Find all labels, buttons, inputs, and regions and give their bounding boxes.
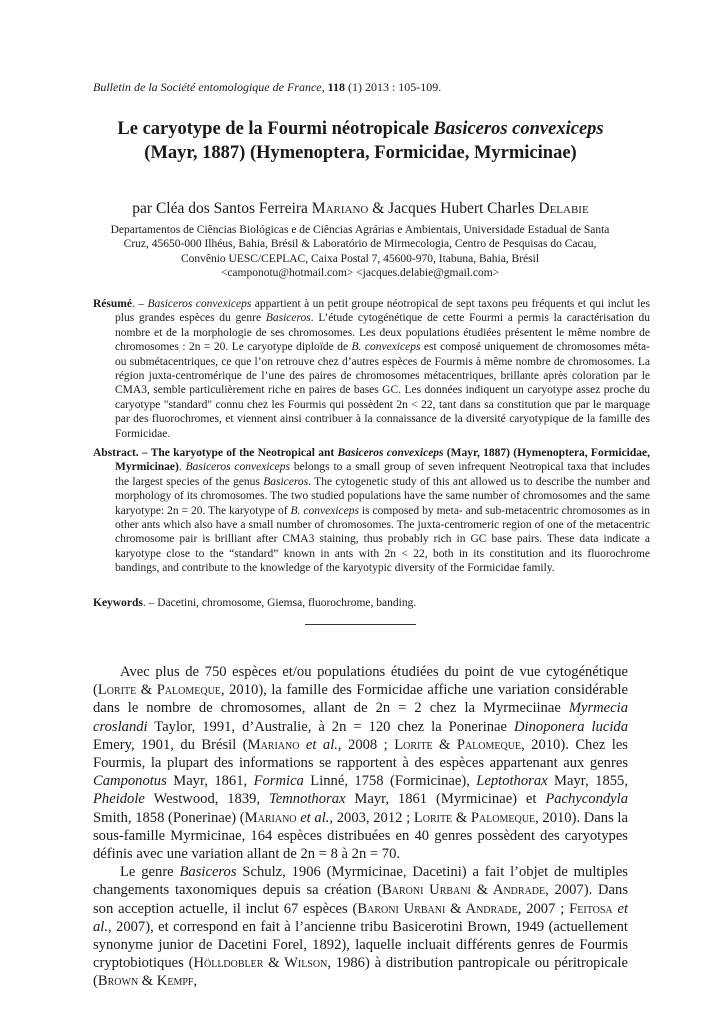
et-al: et al. — [296, 809, 330, 826]
title-species: Basiceros convexiceps — [433, 119, 604, 139]
text: Mayr, 1861 (Myrmicinae) et — [345, 791, 546, 808]
citation-author: Hölldobler & Wilson — [193, 955, 328, 972]
journal-header — [93, 80, 653, 95]
text: , 2003, 2012 ; — [329, 809, 414, 826]
title-line1: Le caryotype de la Fourmi néotropicale — [117, 119, 434, 139]
title-line2: (Mayr, 1887) (Hymenoptera, Formicidae, Myrmicinae) — [144, 143, 577, 163]
et-al: et al. — [93, 900, 629, 935]
abstract-paragraph — [93, 446, 650, 576]
citation-author: Lorite & Palomeque — [394, 736, 522, 753]
author1-first: Cléa dos Santos Ferreira — [155, 200, 312, 217]
citation-author: Mariano — [247, 736, 300, 753]
citation-author: Baroni Urbani & Andrade — [357, 900, 518, 917]
species-name: Myrmecia croslandi — [93, 700, 628, 735]
text: Westwood, 1839, — [144, 791, 269, 808]
journal-volume: 118 — [327, 80, 345, 94]
keywords-label: Keywords — [93, 597, 143, 609]
species-name: Basiceros convexiceps — [185, 461, 290, 474]
text: , 2008 ; — [337, 736, 395, 753]
text: Mayr, 1861, — [166, 773, 254, 790]
species-name: Basiceros convexiceps — [147, 298, 252, 310]
author2-first: Jacques Hubert Charles — [388, 200, 539, 217]
keywords-text: . – Dacetini, chromosome, Giemsa, fluorochrome, banding. — [142, 597, 417, 609]
affiliation — [80, 223, 640, 281]
genus-name: Temnothorax — [268, 791, 346, 808]
et-al: et al. — [299, 736, 338, 753]
text: Le genre — [120, 864, 180, 881]
citation-author: Lorite & Palomeque — [413, 809, 536, 826]
citation-author: Lorite & Palomeque — [97, 682, 221, 699]
species-name: B. convexiceps — [351, 341, 421, 354]
genus-name: Basiceros — [263, 475, 309, 488]
resume-text: . – — [131, 298, 148, 310]
affiliation-line: Cruz, 45650-000 Ilhéus, Bahia, Brésil & Laboratório de Mirmecologia, Centro de Pesquisas do Cacau, — [123, 238, 597, 251]
species-name: Basiceros convexiceps — [337, 447, 444, 459]
section-divider — [305, 624, 416, 625]
affiliation-emails: <camponotu@hotmail.com> <jacques.delabie@gmail.com> — [220, 267, 500, 280]
species-name: Dinoponera lucida — [514, 718, 628, 735]
text: , 2007), et correspond en fait à l’ancienne tribu Basicerotini Brown, 1949 (actuellement synonyme junior de Dacetini Forel, 1892), laquelle incluait différents genres de Fourmis cryptobiotiques ( — [93, 918, 628, 972]
genus-name: Pachycondyla — [545, 791, 628, 808]
abstract-label: Abstract — [93, 447, 136, 459]
resume-label: Résumé — [93, 298, 132, 310]
genus-name: Basiceros — [265, 312, 311, 325]
abstract-text: belongs to a small group of seven infrequent Neotropical taxa that includes the largest species of the genus — [115, 461, 650, 488]
authors-separator: & — [368, 200, 389, 217]
keywords-line — [93, 596, 628, 610]
resume-paragraph — [93, 297, 650, 441]
text: Linné, 1758 (Formicinae), — [303, 773, 477, 790]
text: Schulz, 1906 (Myrmicinae, Dacetini) a fait l’objet de multiples changements taxonomiques depuis sa création ( — [93, 864, 628, 899]
resume-text: appartient à un petit groupe néotropical de sept taxons peu fréquents et qui inclut les plus grandes espèces du genre — [115, 298, 651, 325]
text: , 2007 ; — [517, 900, 570, 917]
text: , 2010), la famille des Formicidae affiche une variation considérable dans le nombre de chromosomes, allant de 2n = 2 chez la Myrmeciinae — [93, 682, 628, 717]
authors-prefix: par — [132, 200, 156, 217]
abstract-text: is composed by meta- and sub-metacentric chromosomes as in other ants which also have a small number of chromosomes. The juxta-centromeric region of one of the metacentric chromosome pair is brilliant after CMA3 staining, thus probably rich in GC base pairs. These data indicate a karyotype close to the “standard” known in ants with 2n < 22, both in its constitution and its fluorochrome bandings, and contribute to the knowledge of the karyotypic diversity of the Formicidae family. — [115, 504, 651, 575]
genus-name: Camponotus — [93, 773, 167, 790]
text: Mayr, 1855, — [547, 773, 628, 790]
article-title — [60, 117, 661, 165]
affiliation-line: Departamentos de Ciências Biológicas e de Ciências Agrárias e Ambientais, Universidade Estadual de Santa — [110, 224, 610, 236]
citation-author: Feitosa — [569, 900, 613, 917]
genus-name: Formica — [253, 773, 304, 790]
journal-issue-pages: (1) 2013 : 105-109. — [347, 80, 442, 94]
species-name: B. convexiceps — [290, 504, 359, 517]
text: , 2010). Chez les Fourmis, la plupart des informations se rapportent à des espèces appartenant aux genres — [93, 736, 628, 772]
text: , — [193, 973, 198, 990]
resume-text: . L’étude cytogénétique de cette Fourmi a permis la caractérisation du nombre et de la morphologie de ses chromosomes. Les deux populations étudiées présentent le même nombre de chromosomes : 2n = 20. Le caryotype diploïde de — [115, 312, 651, 354]
abstract-text: . — [178, 461, 186, 474]
text: Avec plus de 750 espèces et/ou populations étudiées du point de vue cytogénétique ( — [93, 664, 628, 699]
resume-text: est composé uniquement de chromosomes méta- ou submétacentriques, ce que l’on retrouve chez d’autres espèces de Fourmis à même nombre de chromosomes. La région juxta-centromérique de l’une des paires de chromosomes métacentriques, brillante après coloration par le CMA3, semble particulièrement riche en paires de bases GC. Les données indiquent un caryotype assez proche du caryotype "standard" connu chez les Fourmis qui possèdent 2n < 22, tant dans sa constitution que par le marquage par des fluorochromes, et viennent ainsi contribuer à la connaissance de la diversité caryotypique de la famille des Formicidae. — [115, 341, 650, 440]
abstract-text: . The cytogenetic study of this ant allowed us to describe the number and morphology of its chromosomes. The two studied populations have the same number of chromosomes and the same karyotype: 2n = 20. The karyotype of — [115, 475, 650, 517]
text: Taylor, 1991, d’Australie, à 2n = 120 chez la Ponerinae — [147, 718, 514, 735]
text: , 1986) à distribution pantropicale ou péritropicale ( — [93, 955, 628, 990]
body-paragraph — [93, 663, 628, 863]
genus-name: Leptothorax — [476, 773, 548, 790]
body-paragraph — [93, 863, 628, 990]
abstract-title-text: . – The karyotype of the Neotropical ant — [135, 447, 338, 459]
citation-author: Mariano — [244, 809, 297, 826]
author1-last: Mariano — [311, 200, 369, 217]
text: Emery, 1901, du Brésil ( — [93, 736, 248, 753]
text: , 2007). Dans son acception actuelle, il inclut 67 espèces ( — [93, 882, 628, 917]
author-line — [60, 199, 661, 218]
citation-author: Brown & Kempf — [97, 973, 194, 990]
text: Smith, 1858 (Ponerinae) ( — [93, 809, 245, 826]
abstract-title-text: (Mayr, 1887) (Hymenoptera, Formicidae, Myrmicinae) — [115, 447, 651, 474]
genus-name: Pheidole — [93, 791, 145, 808]
journal-name: Bulletin de la Société entomologique de France, — [93, 80, 325, 94]
body-text — [93, 663, 628, 991]
author2-last: Delabie — [538, 200, 589, 217]
affiliation-line: Convênio UESC/CEPLAC, Caixa Postal 7, 45600-970, Itabuna, Bahia, Brésil — [180, 252, 540, 265]
text: , 2010). Dans la sous-famille Myrmicinae, 164 espèces distribuées en 40 genres possèdent des caryotypes définis avec une variation allant de 2n = 8 à 2n = 70. — [93, 809, 628, 863]
genus-name: Basiceros — [179, 864, 237, 881]
citation-author: Baroni Urbani & Andrade — [382, 882, 546, 899]
